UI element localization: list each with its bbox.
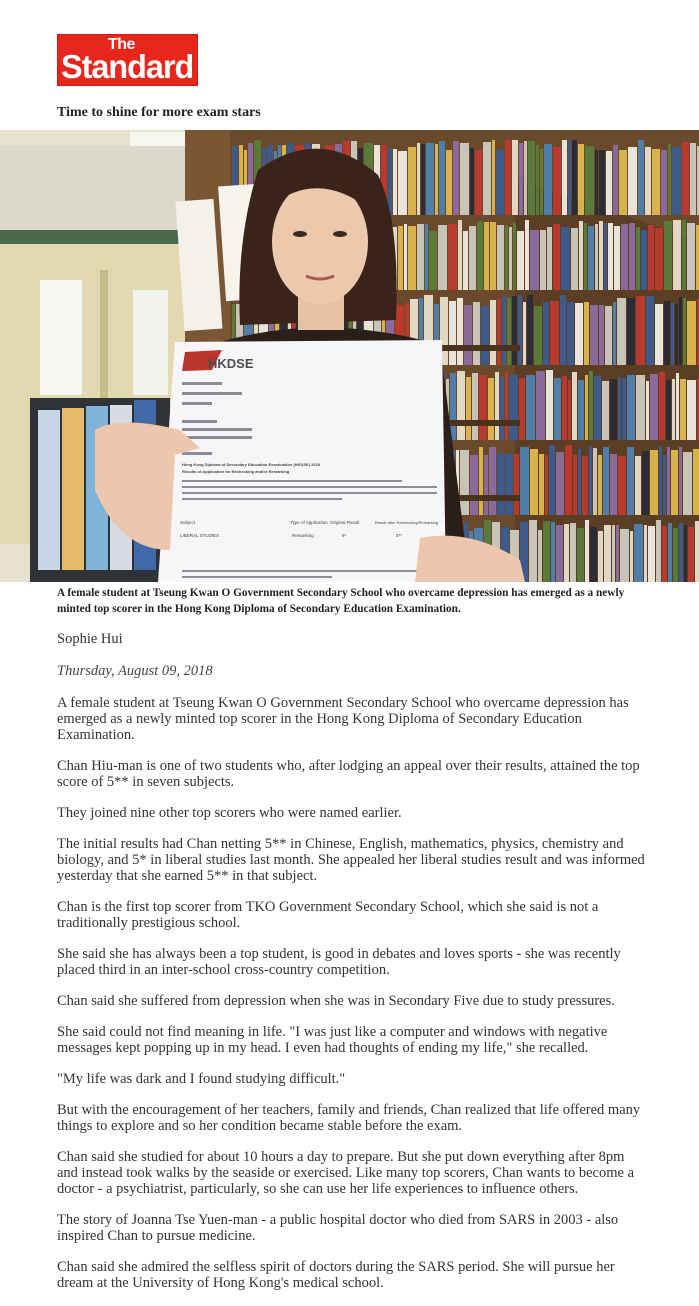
article-paragraph: Chan is the first top scorer from TKO Government Secondary School, which she said is not a traditionally prestigious school.	[57, 899, 599, 931]
letter-header-subject: Subject	[180, 520, 196, 525]
letter-row-subject: LIBERAL STUDIES	[180, 533, 220, 538]
photo-caption: A female student at Tseung Kwan O Government Secondary School who overcame depression has emerged as a newly minted top scorer in the Hong Kong Diploma of Secondary Education Examination.	[57, 587, 625, 615]
letter-subheading: Results of Application for Rechecking and/or Remarking	[182, 469, 290, 474]
the-standard-logo[interactable]	[57, 34, 198, 86]
article-paragraph: She said she has always been a top student, is good in debates and loves sports - she was recently placed third in an inter-school cross-country competition.	[57, 946, 621, 978]
article-paragraph: They joined nine other top scorers who were named earlier.	[57, 805, 402, 821]
publish-date: Thursday, August 09, 2018	[57, 663, 213, 679]
article-paragraph: She said could not find meaning in life. "I was just like a computer and windows with negative messages kept popping up in my head. I even had thoughts of ending my life," she recalled.	[57, 1024, 608, 1056]
article-paragraph: The initial results had Chan netting 5** in Chinese, English, mathematics, physics, chemistry and biology, and 5* in liberal studies last month. She appealed her liberal studies result and was informed yesterday that she earned 5** in that subject.	[57, 836, 645, 884]
letter-row-type: Remarking	[292, 533, 314, 538]
article-paragraph: Chan said she studied for about 10 hours a day to prepare. But she put down everything after 8pm and instead took walks by the seaside or exercised. Like many top scorers, Chan wants to become a doctor - a psychiatrist, particularly, so she can use her life experiences to influence others.	[57, 1149, 635, 1197]
letter-row-after: 5**	[396, 533, 403, 538]
letter-header-original: Original Result	[330, 520, 360, 525]
letter-row-original: 5*	[342, 533, 347, 538]
article-headline: Time to shine for more exam stars	[57, 105, 261, 120]
article-paragraph: Chan said she suffered from depression when she was in Secondary Five due to study pressures.	[57, 993, 615, 1009]
logo-the-text: The	[108, 36, 135, 53]
letter-header-after: Result after Rechecking/Remarking	[375, 520, 438, 525]
article-body	[57, 695, 647, 1306]
article-paragraph: The story of Joanna Tse Yuen-man - a public hospital doctor who died from SARS in 2003 - also inspired Chan to pursue medicine.	[57, 1212, 619, 1244]
letter-header-type: Type of Application	[290, 520, 328, 525]
letter-heading: Hong Kong Diploma of Secondary Education Examination (HKDSE) 2018	[182, 462, 321, 467]
article-photo	[0, 130, 699, 582]
article-paragraph: But with the encouragement of her teachers, family and friends, Chan realized that life offered many things to explore and so her condition became stable before the exam.	[57, 1102, 641, 1134]
author-byline: Sophie Hui	[57, 631, 123, 647]
letter-brand: HKDSE	[208, 356, 254, 371]
logo-standard-text: Standard	[61, 48, 194, 85]
article-paragraph: A female student at Tseung Kwan O Government Secondary School who overcame depression has emerged as a newly minted top scorer in the Hong Kong Diploma of Secondary Education Examination.	[57, 695, 629, 743]
article-paragraph: "My life was dark and I found studying difficult."	[57, 1071, 346, 1087]
article-paragraph: Chan Hiu-man is one of two students who, after lodging an appeal over their results, attained the top score of 5** in seven subjects.	[57, 758, 640, 790]
article-paragraph: Chan said she admired the selfless spirit of doctors during the SARS period. She will pursue her dream at the University of Hong Kong's medical school.	[57, 1259, 615, 1291]
